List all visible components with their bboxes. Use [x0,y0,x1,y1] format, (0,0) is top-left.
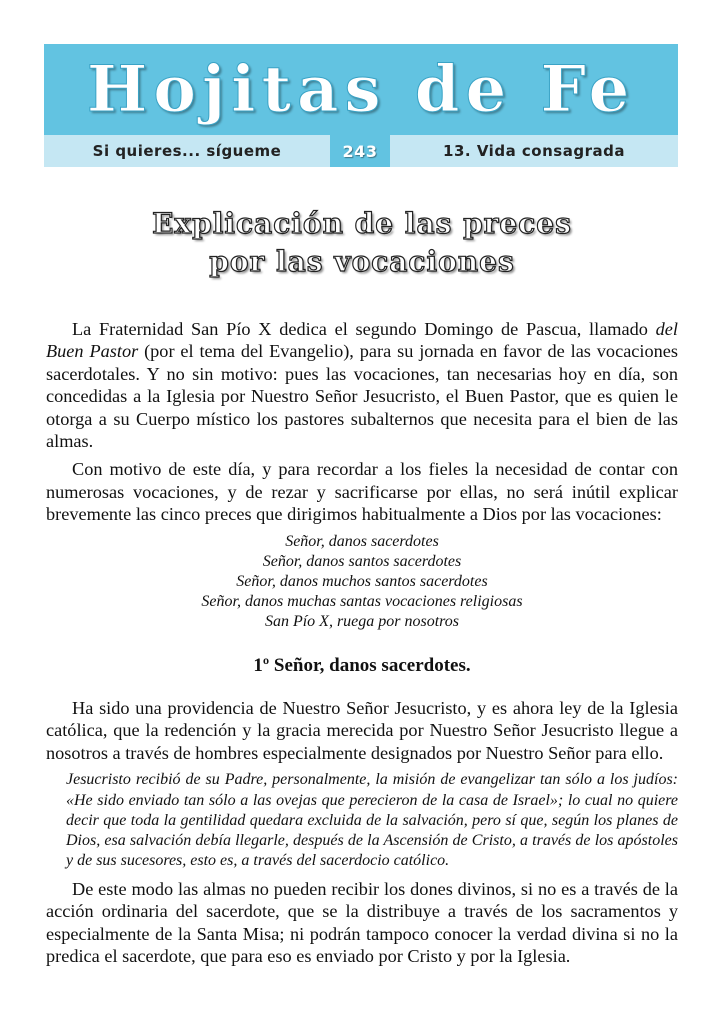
masthead-subtitle-bar [44,135,678,167]
prayer-item: San Pío X, ruega por nosotros [264,613,460,631]
intro-p1-text-a: La Fraternidad San Pío X dedica el segundo Domingo de Pascua, llamado [72,319,656,339]
issue-number-cell [330,135,390,167]
intro-p1-text-b: (por el tema del Evangelio), para su jornada en favor de las vocaciones sacerdotales. Y no sin motivo: pues las vocaciones, tan necesarias hoy en día, son concedidas a la Iglesia por Nuestro Señor Jesucristo, el Buen Pastor, que es quien le otorga a su Cuerpo místico los pastores subalternos que necesita para el bien de las almas. [46,341,679,452]
series-cell [44,135,330,167]
prayer-list [46,532,678,633]
topic-cell [390,135,678,167]
article-title-line-2: por las vocaciones [209,245,515,278]
section-1-paragraph-2: De este modo las almas no pueden recibir los dones divinos, si no es a través de la acción ordinaria del sacerdote, que se la distribuye a través de los sacramentos y especialmente de la Santa Misa; ni podrán tampoco conocer la verdad divina si no la predica el sacerdote, que para eso es enviado por Cristo y por la Iglesia. [46,878,678,966]
prayer-item: Señor, danos sacerdotes [285,532,439,550]
series-label: Si quieres... sígueme [92,142,282,160]
article-title [60,205,664,281]
prayer-item: Señor, danos muchos santos sacerdotes [236,573,488,591]
section-1-heading: 1º Señor, danos sacerdotes. [253,654,471,676]
section-1-quote: Jesucristo recibió de su Padre, personalmente, la misión de evangelizar tan sólo a los judíos: «He sido enviado tan sólo a las ovejas que perecieron de la casa de Israel»; lo cual no quiere decir que toda la gentilidad quedara excluida de la salvación, pero sí que, según los planes de Dios, esa salvación debía llegarle, después de la Ascensión de Cristo, a través de los apóstoles y de sus sucesores, esto es, a través del sacerdocio católico. [66,771,678,870]
intro-paragraph-1 [46,318,678,452]
publication-title: Hojitas de Fe [86,52,636,127]
article-body [46,318,678,973]
issue-number: 243 [342,141,378,161]
masthead [44,44,678,167]
topic-label: 13. Vida consagrada [443,142,625,160]
masthead-title-band [44,44,678,135]
prayer-item: Señor, danos santos sacerdotes [262,552,462,570]
intro-p1-emphasis: del Buen Pastor [46,319,678,362]
intro-paragraph-2: Con motivo de este día, y para recordar a los fieles la necesidad de contar con numerosas vocaciones, y de rezar y sacrificarse por ellas, no será inútil explicar brevemente las cinco preces que dirigimos habitualmente a Dios por las vocaciones: [46,459,678,525]
section-1-paragraph-1: Ha sido una providencia de Nuestro Señor Jesucristo, y es ahora ley de la Iglesia católica, que la redención y la gracia merecida por Nuestro Señor Jesucristo llegue a nosotros a través de hombres especialmente designados por Nuestro Señor para ello. [46,698,678,763]
prayer-item: Señor, danos muchas santas vocaciones religiosas [201,593,523,611]
article-title-line-1: Explicación de las preces [152,207,572,240]
